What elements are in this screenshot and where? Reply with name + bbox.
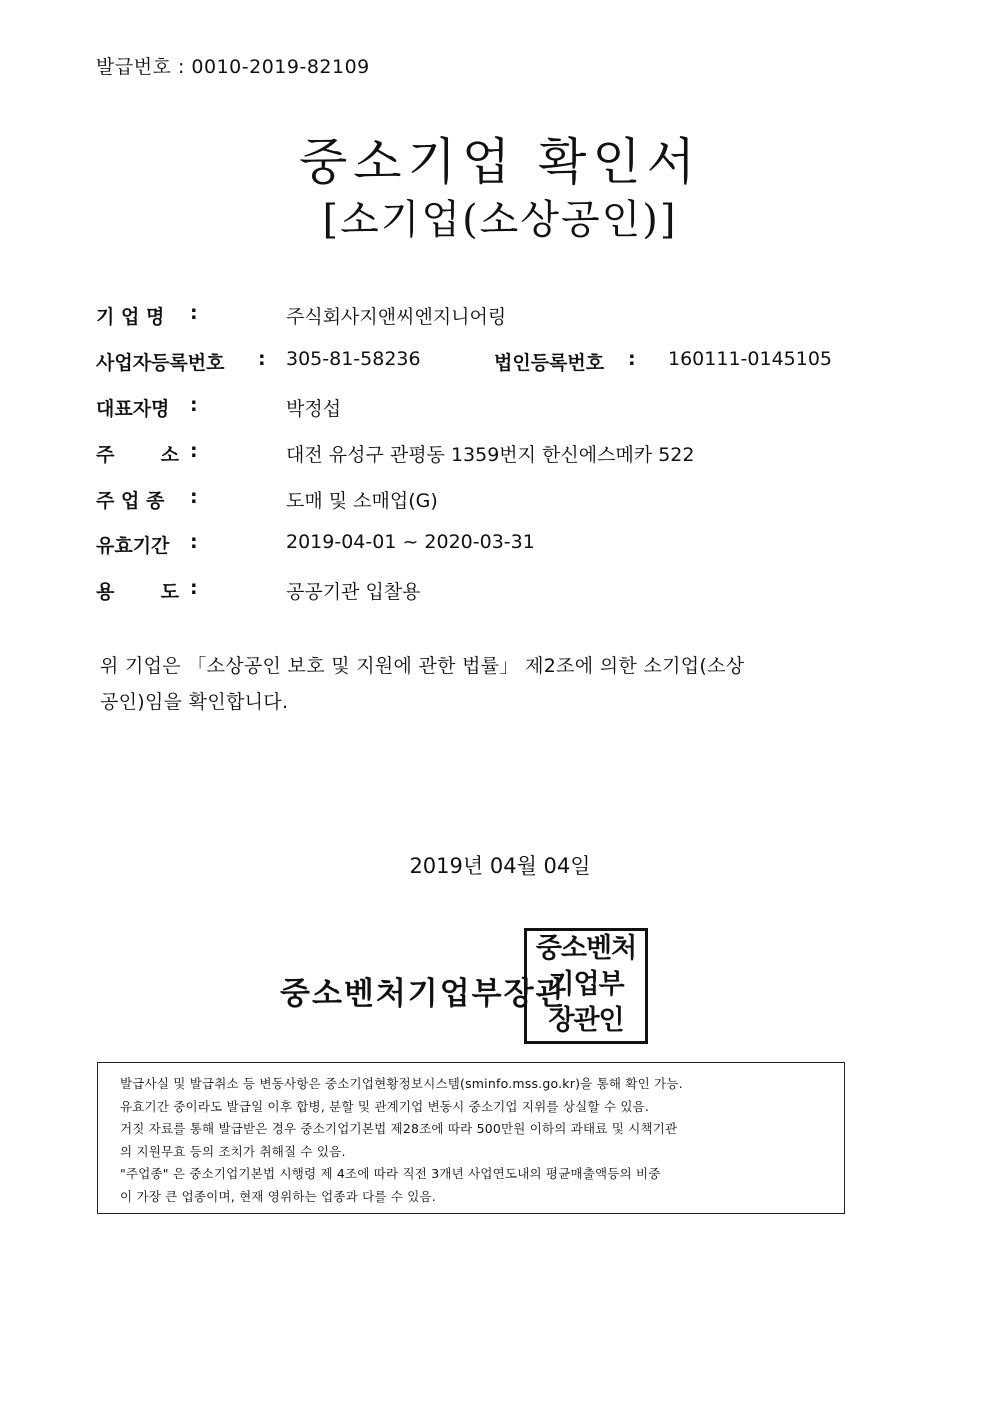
notice-box	[97, 1062, 845, 1214]
seal-text: 중소벤처	[535, 933, 637, 964]
business-reg-value: 305-81-58236	[286, 348, 421, 370]
seal-text: 장관인	[548, 1005, 624, 1036]
issue-date: 2019년 04월 04일	[409, 854, 591, 878]
field-label: 유효기간	[96, 535, 170, 557]
field-label: 주 업 종	[96, 490, 165, 512]
field-colon: :	[190, 394, 198, 416]
corporate-reg-value: 160111-0145105	[668, 348, 833, 370]
official-seal	[524, 928, 648, 1044]
field-colon: :	[190, 577, 198, 599]
field-address	[0, 440, 1000, 470]
company-name-value: 주식회사지앤씨엔지니어링	[286, 306, 507, 328]
field-validity	[0, 531, 1000, 561]
main-industry-value: 도매 및 소매업(G)	[286, 490, 438, 512]
field-registration-numbers	[0, 348, 1000, 378]
document-title: 중소기업 확인서	[299, 133, 701, 191]
field-colon: :	[190, 440, 198, 462]
representative-value: 박정섭	[286, 398, 342, 420]
field-company-name	[0, 302, 1000, 332]
field-label: 주 소	[96, 444, 180, 466]
field-main-industry	[0, 486, 1000, 516]
issuer-name: 중소벤처기업부장관	[280, 976, 568, 1012]
field-colon: :	[190, 486, 198, 508]
field-representative	[0, 394, 1000, 424]
notice-line: "주업종" 은 중소기업기본법 시행령 제 4조에 따라 직전 3개년 사업연도내의 평균매출액등의 비중	[120, 1166, 661, 1181]
seal-text: 기업부	[548, 969, 624, 1000]
notice-line: 발급사실 및 발급취소 등 변동사항은 중소기업현황정보시스템(sminfo.mss.go.kr)을 통해 확인 가능.	[120, 1076, 683, 1091]
field-colon: :	[190, 531, 198, 553]
field-purpose	[0, 577, 1000, 607]
issue-number: 발급번호 : 0010-2019-82109	[96, 56, 370, 78]
field-label: 기 업 명	[96, 306, 165, 328]
address-value: 대전 유성구 관평동 1359번지 한신에스메카 522	[286, 444, 695, 466]
statement-line: 공인)임을 확인합니다.	[100, 691, 289, 713]
notice-line: 의 지원무효 등의 조치가 취해질 수 있음.	[120, 1143, 346, 1159]
field-label: 용 도	[96, 581, 180, 603]
field-colon: :	[190, 302, 198, 324]
field-colon: :	[258, 348, 266, 370]
document-subtitle: [소기업(소상공인)]	[322, 197, 678, 243]
statement-line: 위 기업은 「소상공인 보호 및 지원에 관한 법률」 제2조에 의한 소기업(소상	[100, 655, 745, 677]
notice-line: 거짓 자료를 통해 발급받은 경우 중소기업기본법 제28조에 따라 500만원 이하의 과태료 및 시책기관	[120, 1121, 678, 1136]
notice-line: 이 가장 큰 업종이며, 현재 영위하는 업종과 다를 수 있음.	[120, 1188, 436, 1204]
field-label: 대표자명	[96, 398, 170, 420]
field-label: 법인등록번호	[494, 352, 605, 374]
purpose-value: 공공기관 입찰용	[286, 581, 421, 603]
validity-value: 2019-04-01 ~ 2020-03-31	[286, 531, 535, 553]
notice-line: 유효기간 중이라도 발급일 이후 합병, 분할 및 관계기업 변동시 중소기업 지위를 상실할 수 있음.	[120, 1098, 650, 1114]
confirmation-statement	[100, 648, 860, 720]
field-colon: :	[628, 348, 636, 370]
field-label: 사업자등록번호	[96, 352, 225, 374]
